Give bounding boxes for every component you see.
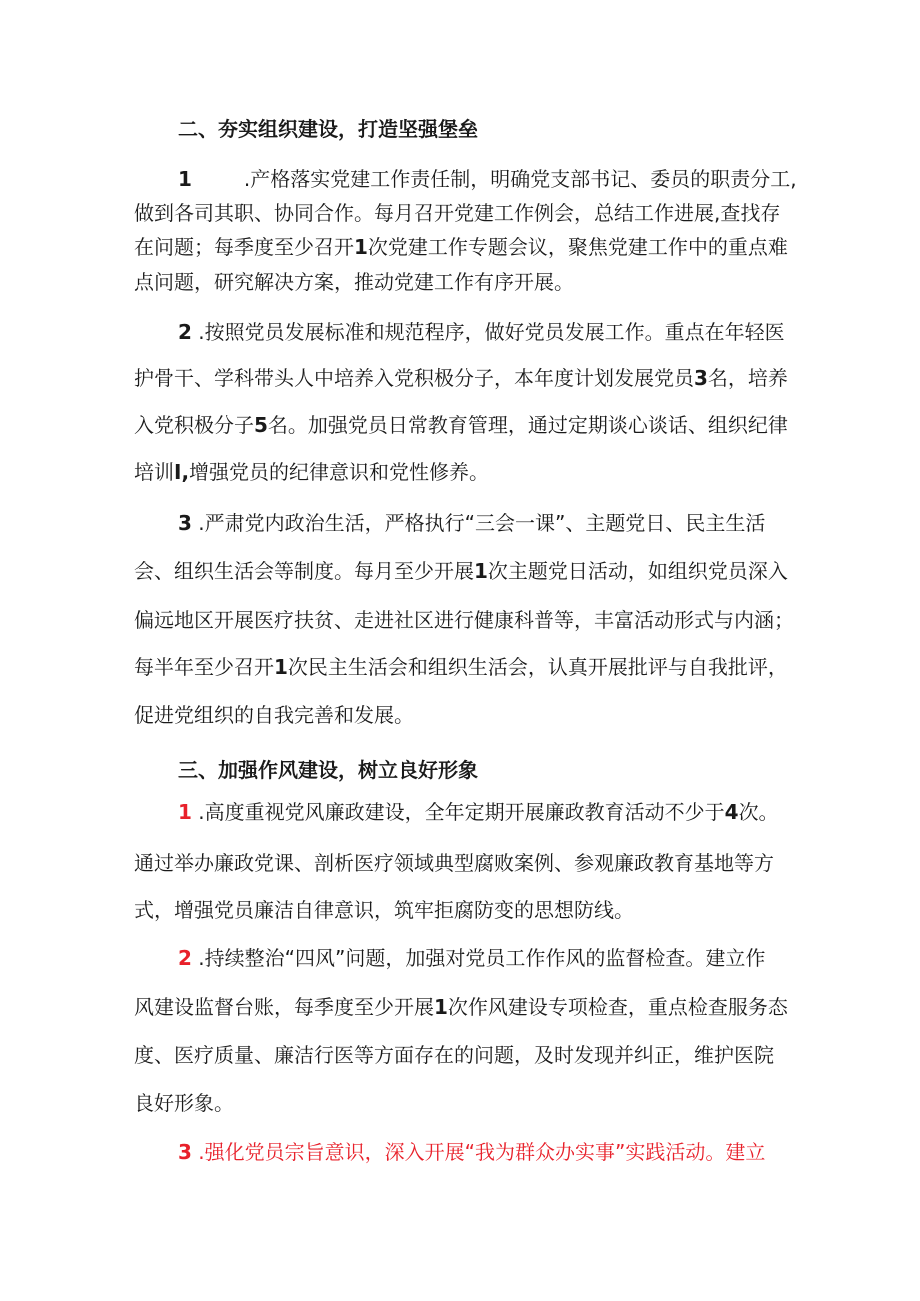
line-text: 通过举办廉政党课、剖析医疗领域典型腐败案例、参观廉政教育基地等方 <box>134 851 774 875</box>
item-number: 1 <box>178 800 192 824</box>
paragraph-line <box>178 802 779 822</box>
line-number: 5 <box>254 413 268 437</box>
line-number: 1 <box>474 559 488 583</box>
line-number: 4 <box>724 800 739 824</box>
line-text: 会、组织生活会等制度。每月至少开展 <box>134 559 474 583</box>
paragraph-line <box>178 513 765 533</box>
line-text: 在问题；每季度至少召开 <box>134 235 354 259</box>
line-text: 促进党组织的自我完善和发展。 <box>134 703 414 727</box>
line-text: 培训 <box>134 460 174 484</box>
paragraph-line <box>134 1093 234 1113</box>
line-number: 1 <box>354 235 368 259</box>
paragraph-line <box>134 1045 774 1065</box>
paragraph-line <box>134 657 788 677</box>
paragraph-line <box>134 610 794 630</box>
line-text: 入党积极分子 <box>134 413 254 437</box>
line-text: 度、医疗质量、廉洁行医等方面存在的问题，及时发现并纠正，维护医院 <box>134 1043 774 1067</box>
line-text: 名，培养 <box>707 366 788 390</box>
paragraph-line <box>134 203 780 223</box>
paragraph-line <box>134 997 788 1017</box>
paragraph-line <box>178 1142 765 1162</box>
paragraph-line <box>134 368 788 388</box>
paragraph-line <box>178 948 765 968</box>
paragraph-line <box>134 462 489 482</box>
line-number: 3 <box>694 366 708 390</box>
line-text: 风建设监督台账，每季度至少开展 <box>134 995 434 1019</box>
line-text: 次党建工作专题会议，聚焦党建工作中的重点难 <box>367 235 788 259</box>
line-number: 1 <box>274 655 288 679</box>
line-text: 名。加强党员日常教育管理，通过定期谈心谈话、组织纪律 <box>267 413 788 437</box>
item-number: 3 <box>178 1140 192 1164</box>
paragraph-line <box>134 900 634 920</box>
paragraph-line <box>134 272 574 292</box>
paragraph-line <box>134 237 788 257</box>
paragraph-line <box>134 853 774 873</box>
item-number: 2 <box>178 946 192 970</box>
line-text: .按照党员发展标准和规范程序，做好党员发展工作。重点在年轻医 <box>198 320 785 344</box>
line-text: 次主题党日活动，如组织党员深入 <box>487 559 788 583</box>
line-text: 次。 <box>738 800 779 824</box>
line-text: .高度重视党风廉政建设，全年定期开展廉政教育活动不少于 <box>198 800 725 824</box>
line-text: .持续整治“四风”问题，加强对党员工作作风的监督检查。建立作 <box>198 946 766 970</box>
paragraph-line <box>134 561 788 581</box>
paragraph-line <box>134 705 414 725</box>
line-text: 式，增强党员廉洁自律意识，筑牢拒腐防变的思想防线。 <box>134 898 634 922</box>
paragraph-line <box>134 415 788 435</box>
line-text: 点问题，研究解决方案，推动党建工作有序开展。 <box>134 270 574 294</box>
line-number: I, <box>174 460 190 484</box>
section-heading-3: 三、加强作风建设，树立良好形象 <box>178 758 478 782</box>
item-number: 2 <box>178 320 192 344</box>
line-text: .强化党员宗旨意识，深入开展“我为群众办实事”实践活动。建立 <box>198 1140 766 1164</box>
line-text: 次民主生活会和组织生活会，认真开展批评与自我批评， <box>287 655 788 679</box>
line-text: 良好形象。 <box>134 1091 234 1115</box>
item-number: 1 <box>178 167 192 191</box>
line-text: 做到各司其职、协同合作。每月召开党建工作例会，总结工作进展,查找存 <box>134 201 781 225</box>
paragraph-line <box>178 322 785 342</box>
paragraph-line <box>178 169 797 189</box>
line-text: 护骨干、学科带头人中培养入党积极分子，本年度计划发展党员 <box>134 366 694 390</box>
section-heading-2: 二、夯实组织建设，打造坚强堡垒 <box>178 117 478 141</box>
line-text: 增强党员的纪律意识和党性修养。 <box>189 460 490 484</box>
item-number: 3 <box>178 511 192 535</box>
line-number: 1 <box>434 995 448 1019</box>
line-text: .产格落实党建工作责任制，明确党支部书记、委员的职责分工, <box>243 167 797 191</box>
line-text: 次作风建设专项检查，重点检查服务态 <box>447 995 788 1019</box>
line-text: 偏远地区开展医疗扶贫、走进社区进行健康科普等，丰富活动形式与内涵； <box>134 608 794 632</box>
line-text: .严肃党内政治生活，严格执行“三会一课”、主题党日、民主生活 <box>198 511 766 535</box>
line-text: 每半年至少召开 <box>134 655 274 679</box>
